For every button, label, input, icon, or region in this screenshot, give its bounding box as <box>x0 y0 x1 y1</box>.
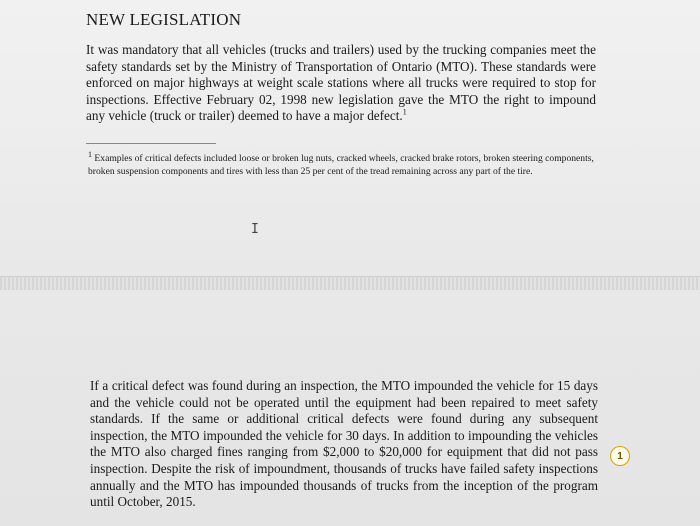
footnote-marker: 1 <box>88 149 92 159</box>
text-cursor-icon: I <box>251 222 259 237</box>
paragraph-impoundment: If a critical defect was found during an inspection, the MTO impounded the vehicle for 15 days and the vehicle could not be operated until the equipment had been repaired to meet safety standards. If the same or additional critical defects were found during any subsequent inspection, the MTO impounded the vehicle for 30 days. In addition to impounding the vehicles the MTO also charged fines ranging from $2,000 to $20,000 for equipment that did not pass inspection. Despite the risk of impoundment, thousands of trucks have failed safety inspections annually and the MTO has impounded thousands of trucks from the inception of the program until October, 2015. <box>90 378 598 510</box>
section-heading: NEW LEGISLATION <box>86 10 242 29</box>
paragraph-intro <box>86 42 596 125</box>
annotation-badge[interactable]: 1 <box>610 446 630 466</box>
paragraph-intro-text: It was mandatory that all vehicles (trucks and trailers) used by the trucking companies meet the safety standards set by the Ministry of Transportation of Ontario (MTO). These standards were enforced on major highways at weight scale stations where all trucks were required to stop for inspections. Effective February 02, 1998 new legislation gave the MTO the right to impound any vehicle (truck or trailer) deemed to have a major defect. <box>86 42 596 124</box>
footnote-text: Examples of critical defects included loose or broken lug nuts, cracked wheels, cracked brake rotors, broken steering components, broken suspension components and tires with less than 25 per cent of the tread remaining across any part of the tire. <box>88 153 594 177</box>
footnote-rule <box>86 143 216 144</box>
footnote <box>88 149 600 178</box>
footnote-reference: 1 <box>402 107 407 117</box>
